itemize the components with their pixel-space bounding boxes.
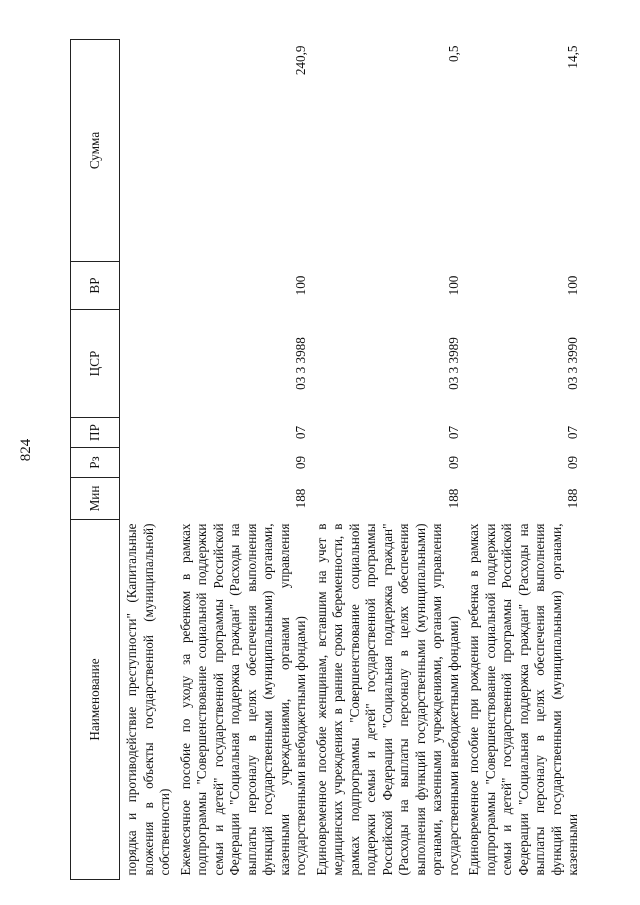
row-name: Единовременное пособие при рождении ребенка в рамках подпрограммы "Совершенствование социальной поддержки семьи и детей" государственной программы Российской Федерации "Социальная поддержка граждан" (Расходы на выплаты персоналу в целях обеспечения выполнения функций государственными (муниципальными) органами, казенными [466,523,580,876]
row-pr: 07 [293,425,308,440]
budget-table-rotated [70,40,630,880]
row-min: 188 [445,488,461,509]
row-vr [120,262,176,310]
row-vr: 100 [565,275,580,296]
header-sum: Сумма [71,40,120,262]
row-pr: 07 [565,425,580,440]
header-csr: ЦСР [71,310,120,418]
row-csr: 03 3 3988 [293,337,308,390]
row-csr: 03 3 3989 [445,337,461,390]
row-csr: 03 3 3990 [565,337,580,390]
header-min: Мин [71,478,120,520]
row-min: 188 [293,488,308,509]
row-sum: 240,9 [293,45,308,76]
row-sum: 14,5 [565,45,580,69]
row-pr [120,418,176,448]
table-row [120,40,176,880]
row-rz [120,448,176,478]
row-min [120,478,176,520]
header-pr: ПР [71,418,120,448]
table-row [176,40,312,880]
table-row [312,40,465,880]
row-min: 188 [565,488,580,509]
header-rz: Рз [71,448,120,478]
row-rz: 09 [293,455,308,470]
row-csr [120,310,176,418]
table-row [464,40,584,880]
row-rz: 09 [445,455,461,470]
header-vr: ВР [71,262,120,310]
row-name: Ежемесячное пособие по уходу за ребенком в рамках подпрограммы "Совершенствование социальной поддержки семьи и детей" государственной программы Российской Федерации "Социальная поддержка граждан" (Расходы на выплаты персоналу в целях обеспечения выполнения функций государственными (муниципальными) органами, казенными учреждениями, органами управления государственными внебюджетными фондами) [177,523,308,876]
row-pr: 07 [445,425,461,440]
budget-table [70,39,584,880]
row-sum: 0,5 [445,45,461,62]
row-vr: 100 [293,275,308,296]
row-vr: 100 [445,275,461,296]
row-name: Единовременное пособие женщинам, вставшим на учет в медицинских учреждениях в ранние сроки беременности, в рамках подпрограммы "Совершенствование социальной поддержки семьи и детей" государственной программы Российской Федерации "Социальная поддержка граждан" (Расходы на выплаты персоналу в целях обеспечения выполнения функций государственными (муниципальными) органами, казенными учреждениями, органами управления государственными внебюджетными фондами) [313,523,461,876]
row-rz: 09 [565,455,580,470]
row-name: порядка и противодействие преступности" (Капитальные вложения в объекты государственной (муниципальной) собственности) [124,523,172,876]
header-name: Наименование [71,520,120,880]
table-header-row [71,40,120,880]
page-number: 824 [18,438,34,462]
row-sum [120,40,176,262]
